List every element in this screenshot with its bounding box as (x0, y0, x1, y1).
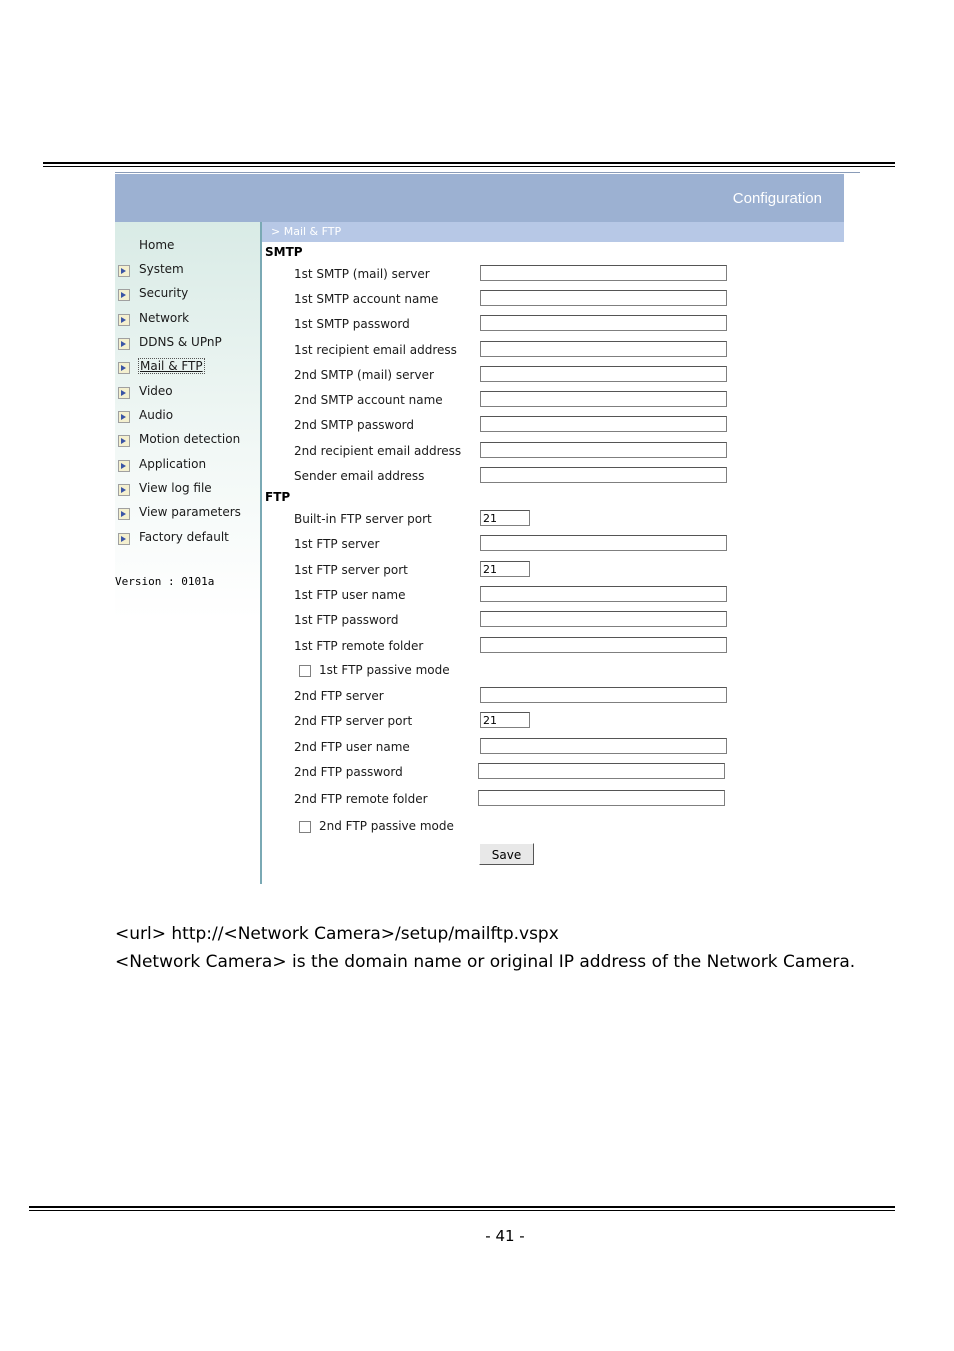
field-label: 1st recipient email address (294, 343, 457, 357)
sidebar-divider (260, 222, 262, 884)
field-label: 1st SMTP password (294, 317, 410, 331)
sidebar-item-label: DDNS & UPnP (139, 335, 222, 349)
ftp-row (294, 561, 854, 583)
smtp2-server-input[interactable] (480, 366, 727, 382)
sidebar-item-label: Audio (139, 408, 174, 422)
smtp-row (294, 467, 854, 489)
field-label: 2nd FTP server (294, 689, 384, 703)
arrow-right-icon (118, 533, 130, 545)
smtp2-account-input[interactable] (480, 391, 727, 407)
sidebar-item-label: Mail & FTP (140, 359, 203, 373)
ftp-row (294, 586, 854, 608)
breadcrumb-text: > Mail & FTP (271, 225, 342, 238)
top-rule (43, 162, 895, 164)
ftp-row (294, 535, 854, 557)
bottom-rule-thin (29, 1210, 895, 1211)
smtp-row (294, 315, 854, 337)
field-label: 2nd SMTP password (294, 418, 414, 432)
ftp1-user-input[interactable] (480, 586, 727, 602)
arrow-right-icon (118, 435, 130, 447)
field-label: Sender email address (294, 469, 425, 483)
arrow-right-icon (118, 338, 130, 350)
arrow-right-icon (118, 362, 130, 374)
arrow-right-icon (118, 387, 130, 399)
ftp-row (294, 712, 854, 734)
page-number: - 41 - (485, 1227, 525, 1245)
ftp-row (294, 738, 854, 760)
ftp2-port-input[interactable] (480, 712, 530, 728)
field-label: 2nd FTP remote folder (294, 792, 428, 806)
arrow-right-icon (118, 411, 130, 423)
top-rule-thin (43, 166, 895, 167)
field-label: 1st SMTP account name (294, 292, 439, 306)
sidebar-item-label: View parameters (139, 505, 241, 519)
ftp1-port-input[interactable] (480, 561, 530, 577)
field-label: 1st FTP remote folder (294, 639, 424, 653)
checkbox-label: 1st FTP passive mode (319, 663, 450, 677)
header-topline (115, 172, 860, 173)
smtp-row (294, 366, 854, 388)
config-screenshot (115, 172, 860, 884)
ftp-row (294, 763, 854, 785)
field-label: 1st FTP password (294, 613, 399, 627)
sidebar-item-label: Motion detection (139, 432, 241, 446)
recipient1-email-input[interactable] (480, 341, 727, 357)
ftp2-folder-input[interactable] (478, 790, 725, 806)
arrow-right-icon (118, 460, 130, 472)
ftp2-server-input[interactable] (480, 687, 727, 703)
field-label: 2nd FTP server port (294, 714, 413, 728)
field-label: 2nd FTP user name (294, 740, 410, 754)
ftp1-password-input[interactable] (480, 611, 727, 627)
ftp1-folder-input[interactable] (480, 637, 727, 653)
arrow-right-icon (118, 265, 130, 277)
smtp2-password-input[interactable] (480, 416, 727, 432)
sidebar-item-label: Network (139, 311, 190, 325)
smtp-row (294, 442, 854, 464)
ftp-row (294, 790, 854, 812)
ftp2-user-input[interactable] (480, 738, 727, 754)
ftp2-password-input[interactable] (478, 763, 725, 779)
smtp1-password-input[interactable] (480, 315, 727, 331)
checkbox-label: 2nd FTP passive mode (319, 819, 454, 833)
field-label: 2nd SMTP (mail) server (294, 368, 434, 382)
url-line: <url> http://<Network Camera>/setup/mailftp.vspx (115, 924, 559, 944)
sidebar-item-label: Video (139, 384, 173, 398)
smtp-heading: SMTP (265, 245, 303, 259)
field-label: 1st FTP user name (294, 588, 406, 602)
header-title: Configuration (732, 190, 822, 207)
smtp-row (294, 265, 854, 287)
smtp-row (294, 341, 854, 363)
ftp-heading: FTP (265, 490, 291, 504)
ftp-row (294, 510, 854, 532)
ftp1-server-input[interactable] (480, 535, 727, 551)
field-label: 1st FTP server (294, 537, 380, 551)
smtp-row (294, 290, 854, 312)
sidebar-item-label: Home (139, 238, 175, 252)
arrow-right-icon (118, 314, 130, 326)
sidebar-item-label: Factory default (139, 530, 229, 544)
field-label: 1st FTP server port (294, 563, 408, 577)
arrow-right-icon (118, 508, 130, 520)
sidebar-item-label: Security (139, 286, 189, 300)
builtin-ftp-port-input[interactable] (480, 510, 530, 526)
smtp1-server-input[interactable] (480, 265, 727, 281)
sender-email-input[interactable] (480, 467, 727, 483)
arrow-right-icon (118, 289, 130, 301)
checkbox-box[interactable] (299, 821, 311, 833)
field-label: 2nd SMTP account name (294, 393, 443, 407)
config-header (115, 174, 844, 222)
sidebar-item-label: Application (139, 457, 207, 471)
checkbox-box[interactable] (299, 665, 311, 677)
field-label: 2nd FTP password (294, 765, 403, 779)
sidebar-item-label: View log file (139, 481, 212, 495)
sidebar-item-label: System (139, 262, 184, 276)
ftp-row (294, 637, 854, 659)
recipient2-email-input[interactable] (480, 442, 727, 458)
save-button[interactable]: Save (479, 843, 534, 865)
version-label: Version : 0101a (115, 575, 215, 588)
bottom-rule (29, 1206, 895, 1208)
field-label: 1st SMTP (mail) server (294, 267, 430, 281)
field-label: Built-in FTP server port (294, 512, 432, 526)
ftp-row (294, 687, 854, 709)
field-label: 2nd recipient email address (294, 444, 462, 458)
smtp1-account-input[interactable] (480, 290, 727, 306)
breadcrumb (262, 222, 844, 242)
arrow-right-icon (118, 484, 130, 496)
smtp-row (294, 391, 854, 413)
ftp-row (294, 611, 854, 633)
smtp-row (294, 416, 854, 438)
description-paragraph: <Network Camera> is the domain name or original IP address of the Network Camera. (115, 952, 856, 972)
